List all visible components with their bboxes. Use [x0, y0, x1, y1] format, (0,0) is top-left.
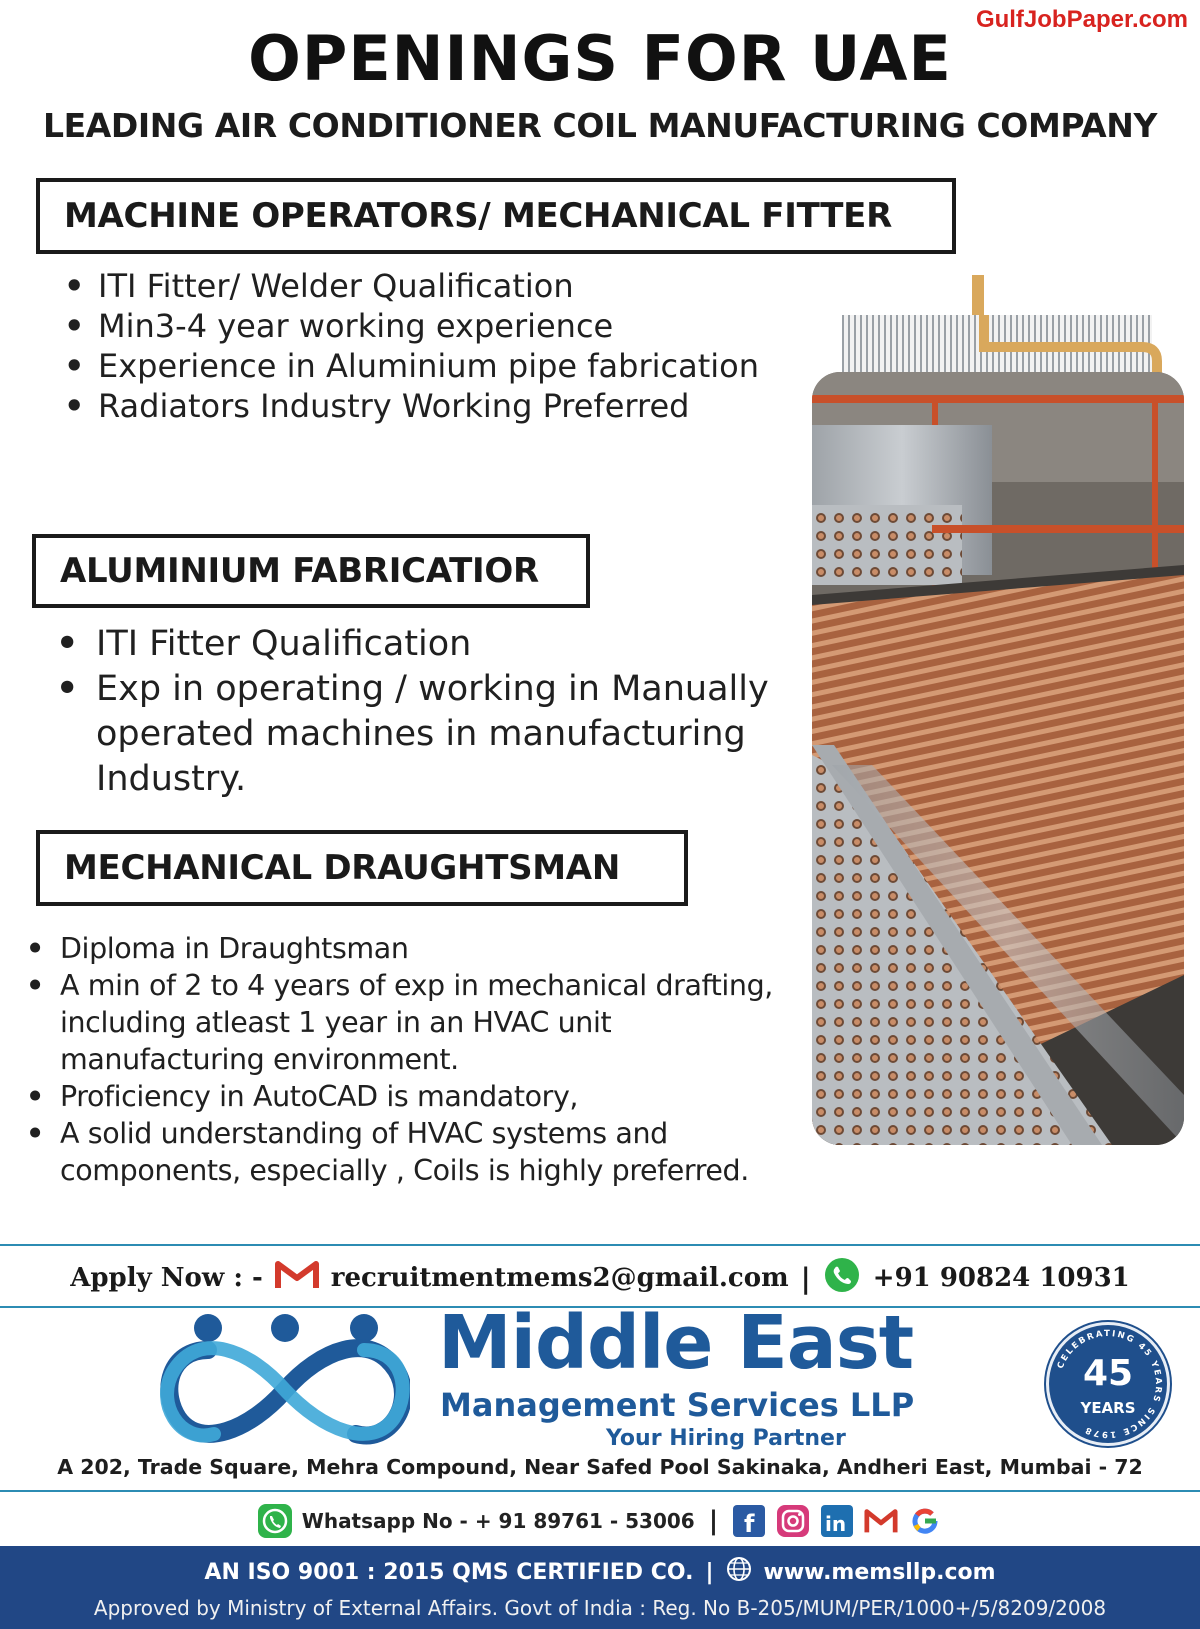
approval-text: Approved by Ministry of External Affairs. Govt of India : Reg. No B-205/MUM/PER/1000+/5/8209/2008	[93, 1596, 1107, 1620]
company-name: Middle East	[438, 1300, 914, 1386]
anniversary-badge	[1046, 1322, 1170, 1446]
list-item: • ITI Fitter/ Welder Qualification	[64, 266, 764, 306]
instagram-icon[interactable]	[776, 1504, 810, 1538]
company-tagline: Your Hiring Partner	[606, 1426, 846, 1451]
google-icon[interactable]	[908, 1504, 942, 1538]
list-item: • Proficiency in AutoCAD is mandatory,	[22, 1078, 802, 1115]
position-title-mechanical-draughtsman: MECHANICAL DRAUGHTSMAN	[36, 830, 688, 906]
website-link[interactable]: www.memsllp.com	[763, 1559, 996, 1585]
list-item: • Diploma in Draughtsman	[22, 930, 802, 967]
badge-label: YEARS	[1080, 1399, 1136, 1417]
company-logo	[160, 1310, 410, 1450]
list-item: • Experience in Aluminium pipe fabrication	[64, 346, 764, 386]
requirements-list-mechanical-draughtsman	[22, 930, 802, 1189]
requirements-list-machine-operators	[64, 266, 764, 426]
svg-text:f: f	[744, 1510, 755, 1537]
position-title-machine-operators: MACHINE OPERATORS/ MECHANICAL FITTER	[36, 178, 956, 254]
company-subname: Management Services LLP	[440, 1386, 915, 1424]
gmail-icon[interactable]	[864, 1504, 898, 1538]
list-item: • Exp in operating / working in Manually operated machines in manufacturing Industry.	[54, 667, 774, 802]
separator: |	[705, 1559, 714, 1585]
page-subtitle: LEADING AIR CONDITIONER COIL MANUFACTURING COMPANY	[42, 106, 1158, 145]
apply-label: Apply Now : -	[70, 1263, 263, 1293]
contact-row	[0, 1498, 1200, 1544]
requirements-list-aluminium-fabricator	[54, 622, 774, 802]
list-item: • A solid understanding of HVAC systems and components, especially , Coils is highly preferred.	[22, 1115, 802, 1189]
position-title-aluminium-fabricator: ALUMINIUM FABRICATIOR	[32, 534, 590, 608]
gmail-icon	[275, 1258, 319, 1299]
list-item: • ITI Fitter Qualification	[54, 622, 774, 667]
whatsapp-icon	[258, 1504, 292, 1538]
linkedin-icon[interactable]	[820, 1504, 854, 1538]
list-item: • Radiators Industry Working Preferred	[64, 386, 764, 426]
certification-text: AN ISO 9001 : 2015 QMS CERTIFIED CO.	[204, 1559, 694, 1585]
badge-ring-text: CELEBRATING 45 YEARS SINCE 1978	[1055, 1328, 1164, 1440]
facebook-icon[interactable]	[732, 1504, 766, 1538]
coil-manufacturing-photo	[812, 275, 1184, 1145]
apply-row	[0, 1252, 1200, 1304]
whatsapp-icon	[823, 1256, 861, 1301]
separator: |	[708, 1506, 719, 1536]
badge-number: 45	[1082, 1353, 1134, 1394]
divider	[0, 1244, 1200, 1246]
divider	[0, 1490, 1200, 1492]
footer-line-1	[0, 1556, 1200, 1588]
svg-text:in: in	[825, 1512, 847, 1536]
apply-phone[interactable]: +91 90824 10931	[872, 1263, 1130, 1293]
watermark: GulfJobPaper.com	[975, 6, 1188, 33]
page-title: OPENINGS FOR UAE	[248, 22, 952, 95]
apply-email[interactable]: recruitmentmems2@gmail.com	[330, 1263, 789, 1293]
list-item: • Min3-4 year working experience	[64, 306, 764, 346]
globe-icon	[726, 1556, 752, 1588]
list-item: • A min of 2 to 4 years of exp in mechanical drafting, including atleast 1 year in an HVAC unit manufacturing environment.	[22, 967, 802, 1078]
company-address: A 202, Trade Square, Mehra Compound, Near Safed Pool Sakinaka, Andheri East, Mumbai - 72	[57, 1455, 1143, 1479]
whatsapp-number[interactable]: Whatsapp No - + 91 89761 - 53006	[301, 1509, 695, 1533]
separator: |	[800, 1261, 811, 1295]
footer	[0, 1546, 1200, 1629]
